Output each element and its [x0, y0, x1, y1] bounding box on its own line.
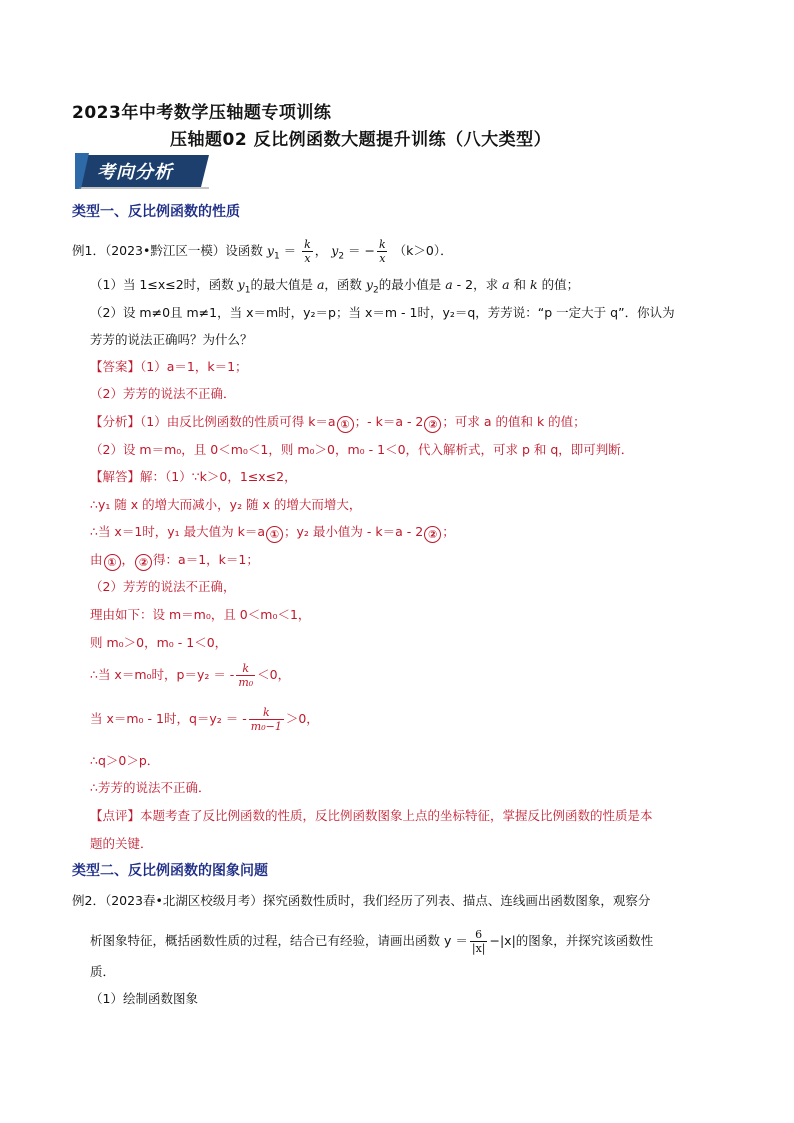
example1-q2: （2）设 m≠0且 m≠1，当 x＝m时，y₂＝p；当 x＝m - 1时，y₂＝q，芳芳说：“p 一定大于 q”．你认为	[90, 305, 675, 320]
circled-one-icon: ①	[104, 554, 121, 571]
fraction-k-over-m0-minus-1: $\frac{k}{\text{m₀−1}}$	[250, 706, 282, 733]
circled-one-icon: ①	[337, 416, 354, 433]
solution-line-5: （2）芳芳的说法不正确，	[90, 579, 236, 594]
fraction-k-over-x: $\frac{k}{x}$	[304, 238, 311, 265]
answer-line-1: 【答案】（1）a＝1，k＝1；	[90, 359, 248, 374]
example1-q2b: 芳芳的说法正确吗？为什么？	[90, 332, 253, 347]
example2-line-3: 质．	[90, 964, 116, 979]
comment-line-1: 【点评】本题考查了反比例函数的性质，反比例函数图象上点的坐标特征，掌握反比例函数的性质是本	[90, 808, 653, 823]
solution-line-3: ∴当 x＝1时，y₁ 最大值为 k＝a ① ；y₂ 最小值为 - k＝a - 2 ② ；	[90, 524, 455, 541]
section-heading-1: 类型一、反比例函数的性质	[72, 204, 240, 220]
section-banner	[75, 153, 209, 189]
circled-two-icon: ②	[424, 416, 441, 433]
solution-line-6: 理由如下：设 m＝m₀，且 0＜m₀＜1，	[90, 607, 311, 622]
solution-line-8: ∴当 x＝m₀时，p＝y₂ ＝ - $\frac{k}{\text{m₀}}$ ＜0，	[90, 662, 291, 689]
solution-line-4: 由 ① ， ② 得：a＝1，k＝1；	[90, 552, 259, 569]
example2-line-1: 例2．（2023春•北湖区校级月考）探究函数性质时，我们经历了列表、描点、连线画出函数图象，观察分	[72, 893, 651, 908]
solution-line-10: ∴q＞0＞p．	[90, 753, 160, 768]
example1-q1: （1）当 1≤x≤2时，函数 $y_1$的最大值是 a，函数 $y_2$的最小值是 a - 2，求 a 和 k 的值；	[90, 277, 580, 296]
example2-line-4: （1）绘制函数图象	[90, 991, 198, 1006]
document-subtitle: 压轴题02 反比例函数大题提升训练（八大类型）	[170, 130, 552, 150]
solution-line-11: ∴芳芳的说法不正确．	[90, 780, 211, 795]
solution-line-9: 当 x＝m₀ - 1时，q＝y₂ ＝ - $\frac{k}{\text{m₀−1}}$ ＞0，	[90, 706, 319, 733]
fraction-k-over-x-2: $\frac{k}{x}$	[379, 238, 386, 265]
solution-line-7: 则 m₀＞0，m₀ - 1＜0，	[90, 635, 228, 650]
fraction-6-over-abs-x: $\frac{6}{|x|}$	[471, 928, 486, 955]
circled-two-icon: ②	[424, 526, 441, 543]
circled-two-icon: ②	[135, 554, 152, 571]
solution-line-2: ∴y₁ 随 x 的增大而减小，y₂ 随 x 的增大而增大，	[90, 497, 362, 512]
comment-line-2: 题的关键．	[90, 836, 153, 851]
analysis-line-2: （2）设 m＝m₀，且 0＜m₀＜1，则 m₀＞0，m₀ - 1＜0，代入解析式，可求 p 和 q，即可判断．	[90, 442, 634, 457]
banner-label: 考向分析	[97, 162, 173, 183]
example1-stem: 例1．（2023•黔江区一模）设函数 $y_1$ ＝ $\frac{k}{x}$ ， $y_2$ ＝ − $\frac{k}{x}$ （k＞0）．	[72, 238, 453, 265]
solution-line-1: 【解答】解：（1）∵k＞0，1≤x≤2，	[90, 469, 297, 484]
fraction-k-over-m0: $\frac{k}{\text{m₀}}$	[238, 662, 254, 689]
analysis-line-1: 【分析】（1）由反比例函数的性质可得 k＝a ① ；- k＝a - 2 ② ；可求 a 的值和 k 的值；	[90, 414, 586, 431]
document-title: 2023年中考数学压轴题专项训练	[72, 103, 332, 123]
example2-line-2: 析图象特征，概括函数性质的过程，结合已有经验，请画出函数 y ＝ $\frac{6}{|x|}$ −|x|的图象，并探究该函数性	[90, 928, 654, 955]
answer-line-2: （2）芳芳的说法不正确．	[90, 386, 236, 401]
section-heading-2: 类型二、反比例函数的图象问题	[72, 863, 268, 879]
circled-one-icon: ①	[266, 526, 283, 543]
